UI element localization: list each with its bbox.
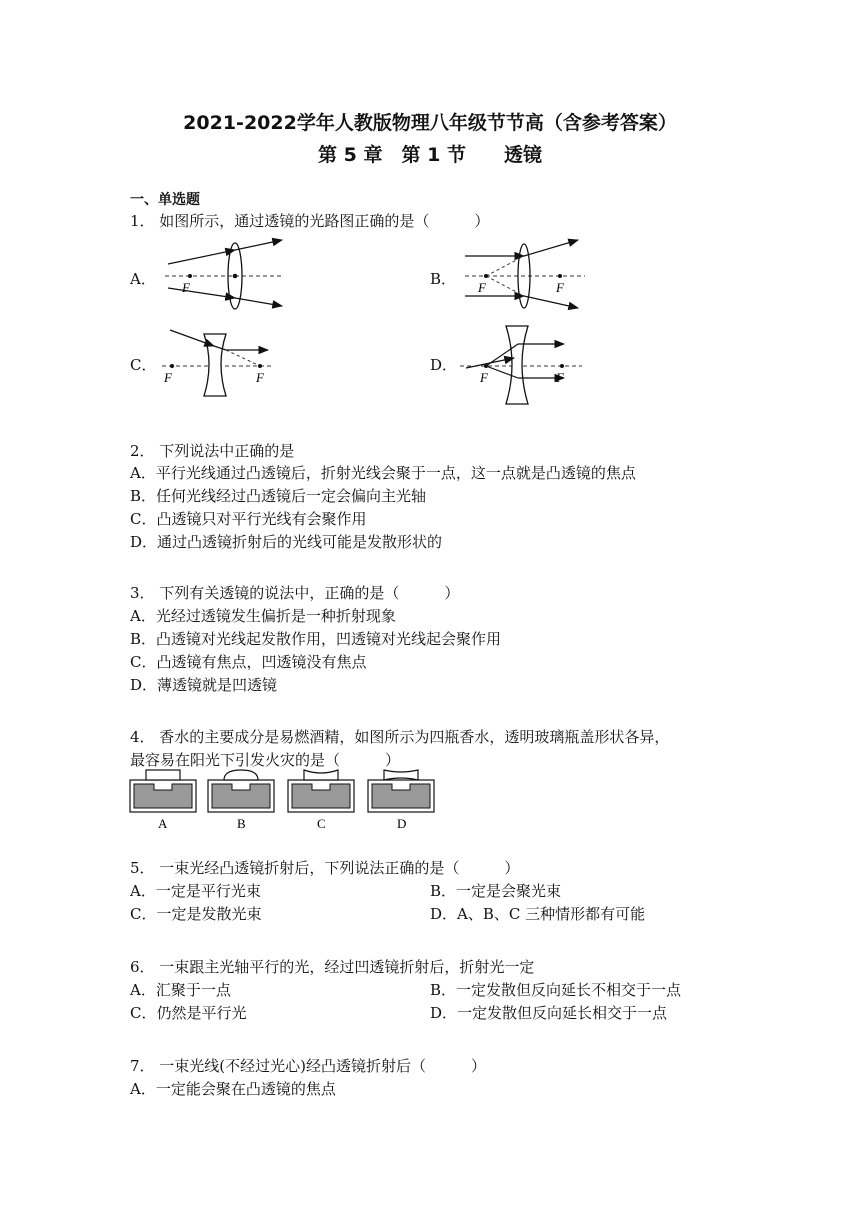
q2-option-b[interactable]: B．任何光线经过凸透镜后一定会偏向主光轴: [130, 487, 427, 505]
focus-label: F: [556, 280, 564, 295]
q1-stem: 1． 如图所示，通过透镜的光路图正确的是（ ）: [130, 212, 490, 230]
q1-diagram-c: [160, 326, 290, 400]
chapter-title: 第 5 章 第 1 节 透镜: [318, 144, 542, 166]
bottle-label: B: [237, 816, 246, 831]
q3-option-a[interactable]: A．光经过透镜发生偏折是一种折射现象: [130, 607, 396, 625]
q2-option-c[interactable]: C．凸透镜只对平行光线有会聚作用: [130, 510, 367, 528]
q2-option-d[interactable]: D．通过凸透镜折射后的光线可能是发散形状的: [130, 533, 443, 551]
q4-perfume-bottles: [128, 766, 448, 834]
q5-option-d[interactable]: D．A、B、C 三种情形都有可能: [430, 905, 646, 923]
bottle-label: A: [158, 816, 168, 831]
q3-stem: 3． 下列有关透镜的说法中，正确的是（ ）: [130, 584, 460, 602]
bottle-label: C: [317, 816, 326, 831]
q6-option-c[interactable]: C．仍然是平行光: [130, 1004, 247, 1022]
q7-option-a[interactable]: A．一定能会聚在凸透镜的焦点: [130, 1080, 336, 1098]
bottle-a: [130, 770, 196, 812]
q7-stem: 7． 一束光线(不经过光心)经凸透镜折射后（ ）: [130, 1057, 487, 1075]
q3-option-d[interactable]: D．薄透镜就是凹透镜: [130, 676, 278, 694]
q1-option-a-label[interactable]: A．: [130, 270, 156, 288]
focus-label: F: [164, 370, 172, 385]
q6-stem: 6． 一束跟主光轴平行的光，经过凹透镜折射后，折射光一定: [130, 958, 535, 976]
q5-stem: 5． 一束光经凸透镜折射后，下列说法正确的是（ ）: [130, 859, 520, 877]
q4-stem-line1: 4． 香水的主要成分是易燃酒精，如图所示为四瓶香水，透明玻璃瓶盖形状各异，: [130, 728, 670, 746]
q5-option-a[interactable]: A．一定是平行光束: [130, 882, 261, 900]
q6-option-d[interactable]: D．一定发散但反向延长相交于一点: [430, 1004, 668, 1022]
q3-option-b[interactable]: B．凸透镜对光线起发散作用，凹透镜对光线起会聚作用: [130, 630, 502, 648]
q3-option-c[interactable]: C．凸透镜有焦点，凹透镜没有焦点: [130, 653, 367, 671]
q1-option-c-label[interactable]: C．: [130, 356, 157, 374]
bottle-b: [208, 770, 274, 812]
q1-diagram-b: [460, 232, 590, 310]
q1-diagram-d: [458, 320, 588, 408]
q1-diagram-a: [160, 236, 290, 310]
q6-option-b[interactable]: B．一定发散但反向延长不相交于一点: [430, 981, 682, 999]
bottle-d: [368, 770, 434, 812]
bottle-label: D: [397, 816, 407, 831]
focus-label: F: [556, 370, 564, 385]
q6-option-a[interactable]: A．汇聚于一点: [130, 981, 231, 999]
q2-option-a[interactable]: A．平行光线通过凸透镜后，折射光线会聚于一点，这一点就是凸透镜的焦点: [130, 464, 636, 482]
document-title: 2021-2022学年人教版物理八年级节节高（含参考答案）: [183, 112, 677, 134]
q4-stem-line2: 最容易在阳光下引发火灾的是（ ）: [130, 751, 401, 769]
q5-option-b[interactable]: B．一定是会聚光束: [430, 882, 562, 900]
q5-option-c[interactable]: C．一定是发散光束: [130, 905, 262, 923]
focus-label: F: [480, 370, 488, 385]
bottle-c: [288, 770, 354, 812]
focus-label: F: [478, 280, 486, 295]
q1-option-d-label[interactable]: D．: [430, 356, 458, 374]
focus-label: F: [256, 370, 264, 385]
q1-option-b-label[interactable]: B．: [430, 270, 457, 288]
q2-stem: 2． 下列说法中正确的是: [130, 442, 295, 460]
section-heading: 一、单选题: [130, 192, 200, 208]
focus-label: F: [182, 280, 190, 295]
